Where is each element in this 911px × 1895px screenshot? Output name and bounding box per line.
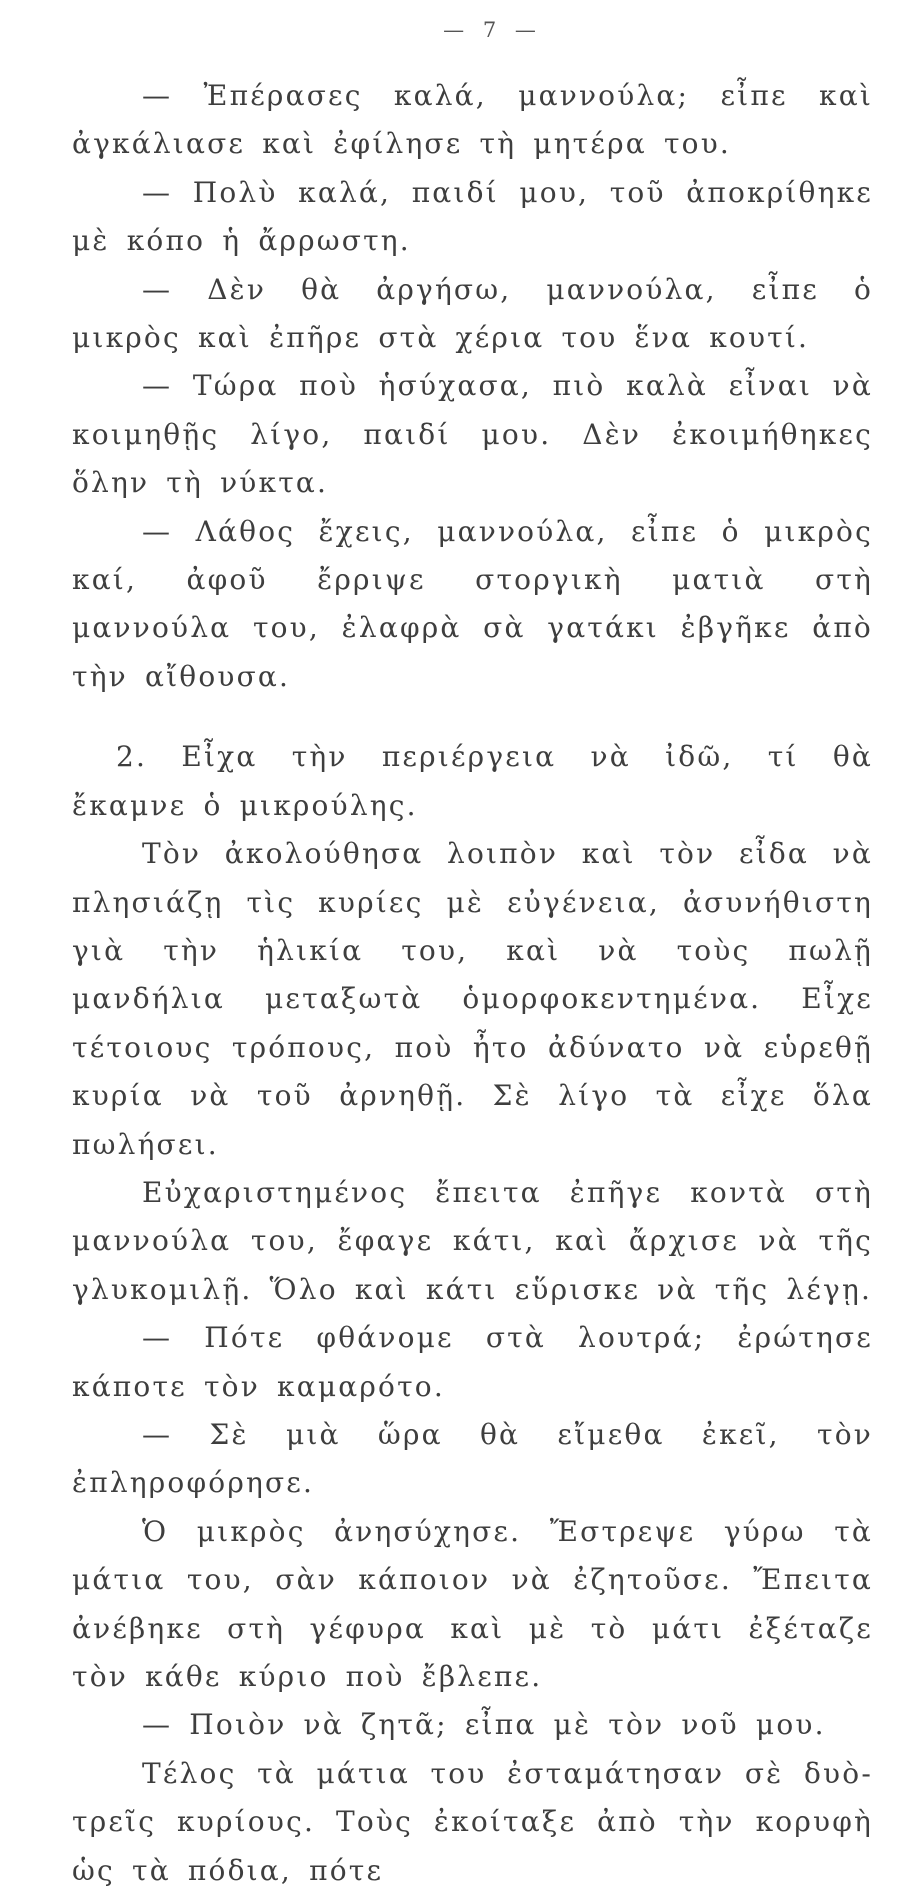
paragraph: — Δὲν θὰ ἀργήσω, μαννούλα, εἶπε ὁ μικρὸς καὶ ἐπῆρε στὰ χέρια του ἕνα κουτί. [72,272,873,355]
section-paragraph: 2. Εἶχα τὴν περιέργεια νὰ ἰδῶ, τί θὰ ἔκαμνε ὁ μικρούλης. [72,740,873,822]
paragraph: — Πολὺ καλά, παιδί μου, τοῦ ἀποκρίθηκε μὲ κόπο ἡ ἄρρωστη. [72,175,873,258]
body-text [72,72,873,1895]
paragraph: — Ποιὸν νὰ ζητᾶ; εἶπα μὲ τὸν νοῦ μου. [142,1708,826,1742]
page-number: — 7 — [443,18,542,42]
paragraph: Ὁ μικρὸς ἀνησύχησε. Ἔστρεψε γύρω τὰ μάτια του, σὰν κάποιον νὰ ἐζητοῦσε. Ἔπειτα ἀνέβηκε στὴ γέφυρα καὶ μὲ τὸ μάτι ἐξέταζε τὸν κάθε κύριο ποὺ ἔβλεπε. [72,1514,873,1693]
paragraph: — Ἐπέρασες καλά, μαννούλα; εἶπε καὶ ἀγκάλιασε καὶ ἐφίλησε τὴ μητέρα του. [72,79,873,161]
paragraph: Τέλος τὰ μάτια του ἐσταμάτησαν σὲ δυὸ-τρεῖς κυρίους. Τοὺς ἐκοίταξε ἀπὸ τὴν κορυφὴ ὡς τὰ πόδια, πότε [72,1756,873,1887]
paragraph: — Λάθος ἔχεις, μαννούλα, εἶπε ὁ μικρὸς καί, ἀφοῦ ἔρριψε στοργικὴ ματιὰ στὴ μαννούλα του, ἐλαφρὰ σὰ γατάκι ἐβγῆκε ἀπὸ τὴν αἴθουσα. [72,514,873,693]
paragraph: — Τώρα ποὺ ἡσύχασα, πιὸ καλὰ εἶναι νὰ κοιμηθῇς λίγο, παιδί μου. Δὲν ἐκοιμήθηκες ὅλην τὴ νύκτα. [72,369,873,500]
paragraph: Τὸν ἀκολούθησα λοιπὸν καὶ τὸν εἶδα νὰ πλησιάζῃ τὶς κυρίες μὲ εὐγένεια, ἀσυνήθιστη γιὰ τὴν ἡλικία του, καὶ νὰ τοὺς πωλῇ μανδήλια μεταξωτὰ ὁμορφοκεντημένα. Εἶχε τέτοιους τρόπους, ποὺ ἦτο ἀδύνατο νὰ εὑρεθῇ κυρία νὰ τοῦ ἀρνηθῇ. Σὲ λίγο τὰ εἶχε ὅλα πωλήσει. [72,837,873,1161]
paragraph: — Σὲ μιὰ ὥρα θὰ εἴμεθα ἐκεῖ, τὸν ἐπληροφόρησε. [72,1417,873,1500]
paragraph: — Πότε φθάνομε στὰ λουτρά; ἐρώτησε κάποτε τὸν καμαρότο. [72,1321,873,1403]
paragraph: Εὐχαριστημένος ἔπειτα ἐπῆγε κοντὰ στὴ μαννούλα του, ἔφαγε κάτι, καὶ ἄρχισε νὰ τῆς γλυκομιλῇ. Ὅλο καὶ κάτι εὕρισκε νὰ τῆς λέγῃ. [72,1175,873,1306]
